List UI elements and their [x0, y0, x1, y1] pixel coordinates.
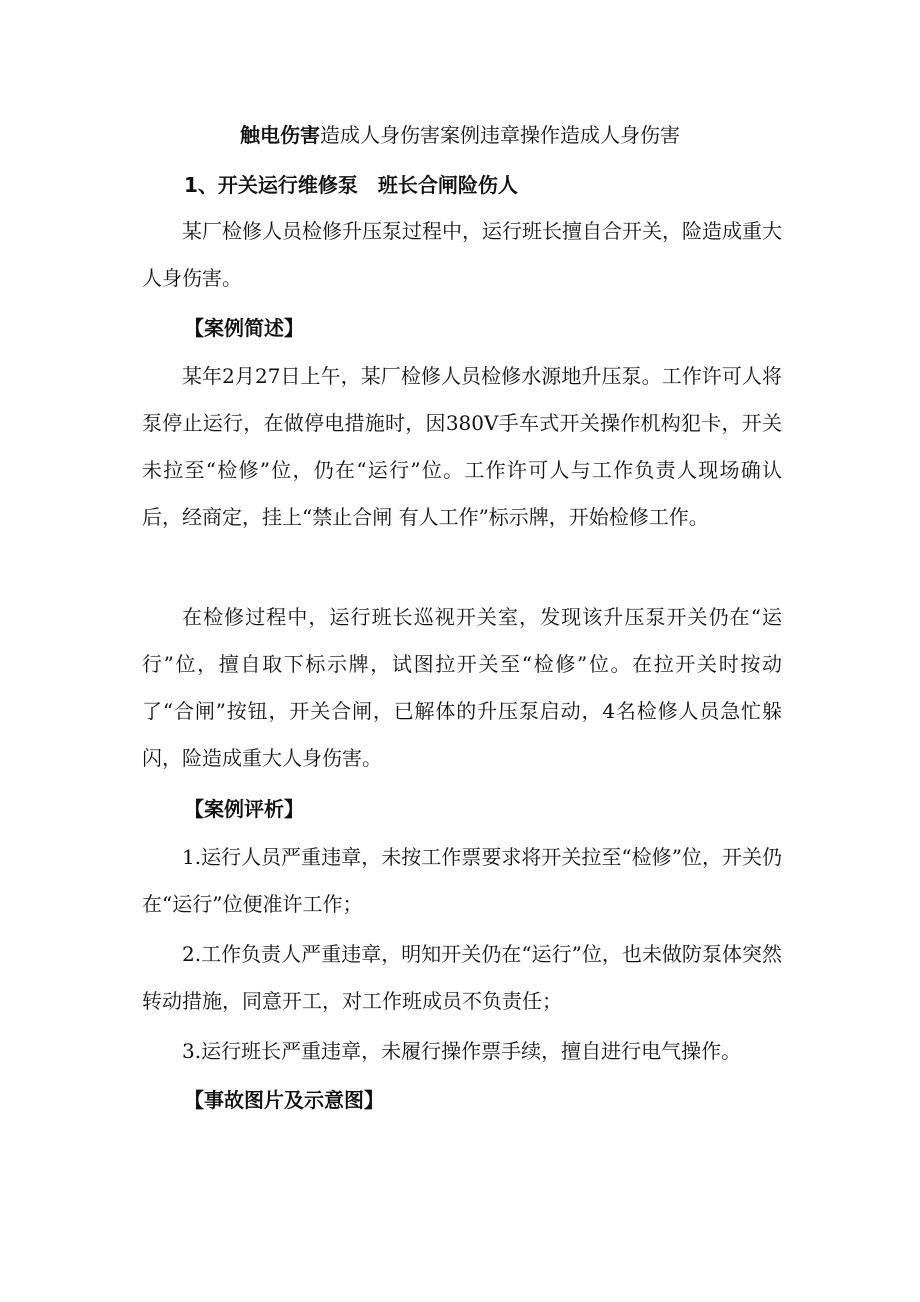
section-heading: 1、开关运行维修泵 班长合闸险伤人 — [184, 173, 518, 197]
document-title — [0, 118, 920, 152]
title-bold-part: 触电伤害 — [240, 123, 320, 147]
figures-heading: 【事故图片及示意图】 — [184, 1088, 384, 1112]
intro-paragraph: 某厂检修人员检修升压泵过程中，运行班长擅自合开关，险造成重大人身伤害。 — [142, 219, 782, 290]
analysis-item-1: 1.运行人员严重违章，未按工作票要求将开关拉至“检修”位，开关仍在“运行”位便准许工作； — [142, 845, 782, 916]
summary-heading: 【案例简述】 — [184, 316, 304, 340]
analysis-item-3: 3.运行班长严重违章，未履行操作票手续，擅自进行电气操作。 — [182, 1039, 742, 1063]
analysis-heading: 【案例评析】 — [184, 797, 304, 821]
analysis-item-2: 2.工作负责人严重违章，明知开关仍在“运行”位，也未做防泵体突然转动措施，同意开工，对工作班成员不负责任； — [142, 942, 782, 1013]
summary-paragraph-1: 某年2月27日上午，某厂检修人员检修水源地升压泵。工作许可人将泵停止运行，在做停电措施时，因380V手车式开关操作机构犯卡，开关未拉至“检修”位，仍在“运行”位。工作许可人与工作负责人现场确认后，经商定，挂上“禁止合闸 有人工作”标示牌，开始检修工作。 — [142, 364, 782, 529]
title-rest-part: 造成人身伤害案例违章操作造成人身伤害 — [320, 123, 680, 147]
summary-paragraph-2: 在检修过程中，运行班长巡视开关室，发现该升压泵开关仍在“运行”位，擅自取下标示牌，试图拉开关至“检修”位。在拉开关时按动了“合闸”按钮，开关合闸，已解体的升压泵启动，4名检修人员急忙躲闪，险造成重大人身伤害。 — [142, 605, 782, 770]
